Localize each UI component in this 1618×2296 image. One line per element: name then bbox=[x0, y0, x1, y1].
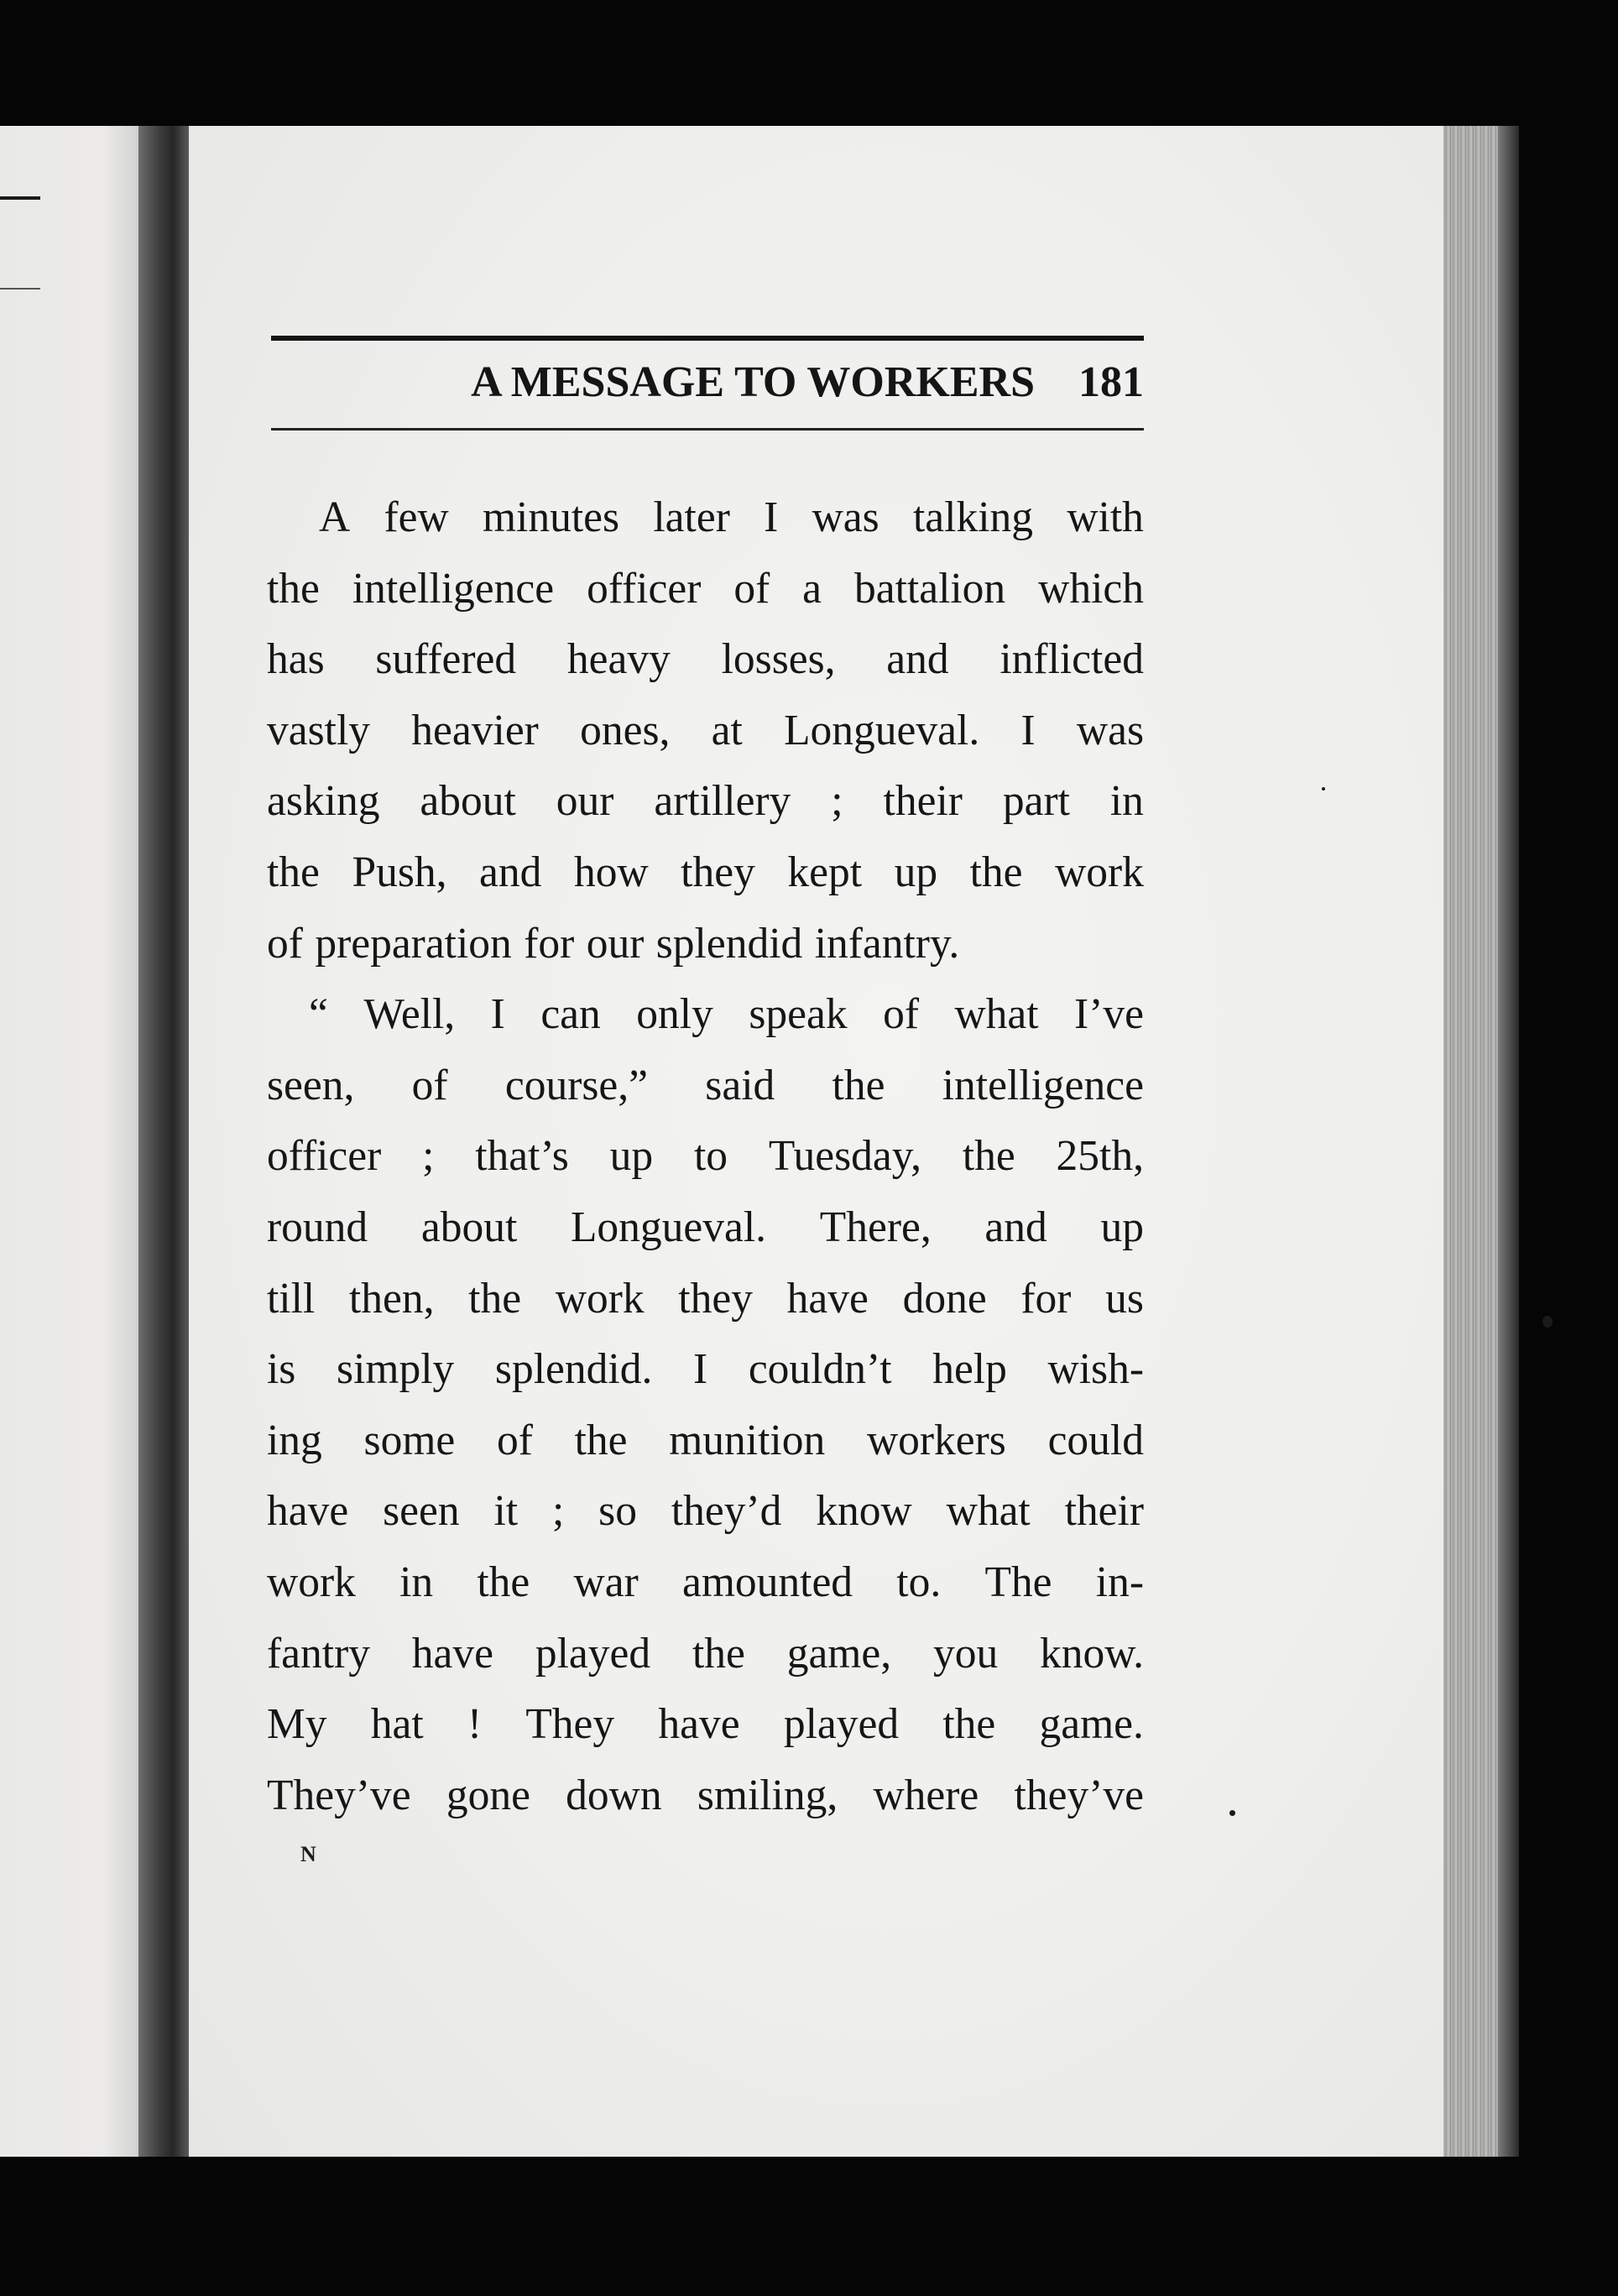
text-line: is simply splendid. I couldn’t help wish- bbox=[267, 1345, 1144, 1394]
text-line: vastly heavier ones, at Longueval. I was bbox=[267, 706, 1144, 754]
text-line: of preparation for our splendid infantry. bbox=[267, 919, 960, 968]
text-line: the Push, and how they kept up the work bbox=[267, 848, 1144, 896]
header-rule-bottom bbox=[271, 428, 1144, 430]
signature-mark: N bbox=[300, 1842, 317, 1866]
page-block-shadow bbox=[1498, 126, 1519, 2157]
left-page-header-rule bbox=[0, 196, 40, 200]
speck bbox=[1229, 1810, 1235, 1816]
running-title: A MESSAGE TO WORKERS bbox=[471, 358, 1035, 406]
text-line: They’ve gone down smiling, where they’ve bbox=[267, 1771, 1144, 1819]
text-line: have seen it ; so they’d know what their bbox=[267, 1487, 1144, 1536]
text-line: My hat ! They have played the game. bbox=[267, 1700, 1144, 1749]
text-line: asking about our artillery ; their part in bbox=[267, 777, 1144, 826]
running-header bbox=[271, 357, 1144, 416]
page-block-edge bbox=[1443, 126, 1502, 2157]
left-page bbox=[0, 126, 147, 2157]
page-number: 181 bbox=[1078, 358, 1144, 406]
header-rule-top bbox=[271, 336, 1144, 341]
text-line: has suffered heavy losses, and inflicted bbox=[267, 635, 1144, 684]
text-line: till then, the work they have done for us bbox=[267, 1274, 1144, 1323]
text-line: seen, of course,” said the intelligence bbox=[267, 1061, 1144, 1109]
speck bbox=[1322, 787, 1325, 791]
text-line: fantry have played the game, you know. bbox=[267, 1629, 1144, 1678]
text-line: the intelligence officer of a battalion which bbox=[267, 564, 1144, 613]
text-line: A few minutes later I was talking with bbox=[319, 493, 1144, 541]
text-line: “ Well, I can only speak of what I’ve bbox=[309, 990, 1144, 1039]
text-line: round about Longueval. There, and up bbox=[267, 1203, 1144, 1251]
left-page-header-rule-thin bbox=[0, 288, 40, 290]
text-line: ing some of the munition workers could bbox=[267, 1416, 1144, 1464]
body-text bbox=[267, 483, 1144, 1831]
speck bbox=[1542, 1316, 1553, 1328]
text-line: work in the war amounted to. The in- bbox=[267, 1558, 1144, 1606]
text-line: officer ; that’s up to Tuesday, the 25th, bbox=[267, 1132, 1144, 1181]
